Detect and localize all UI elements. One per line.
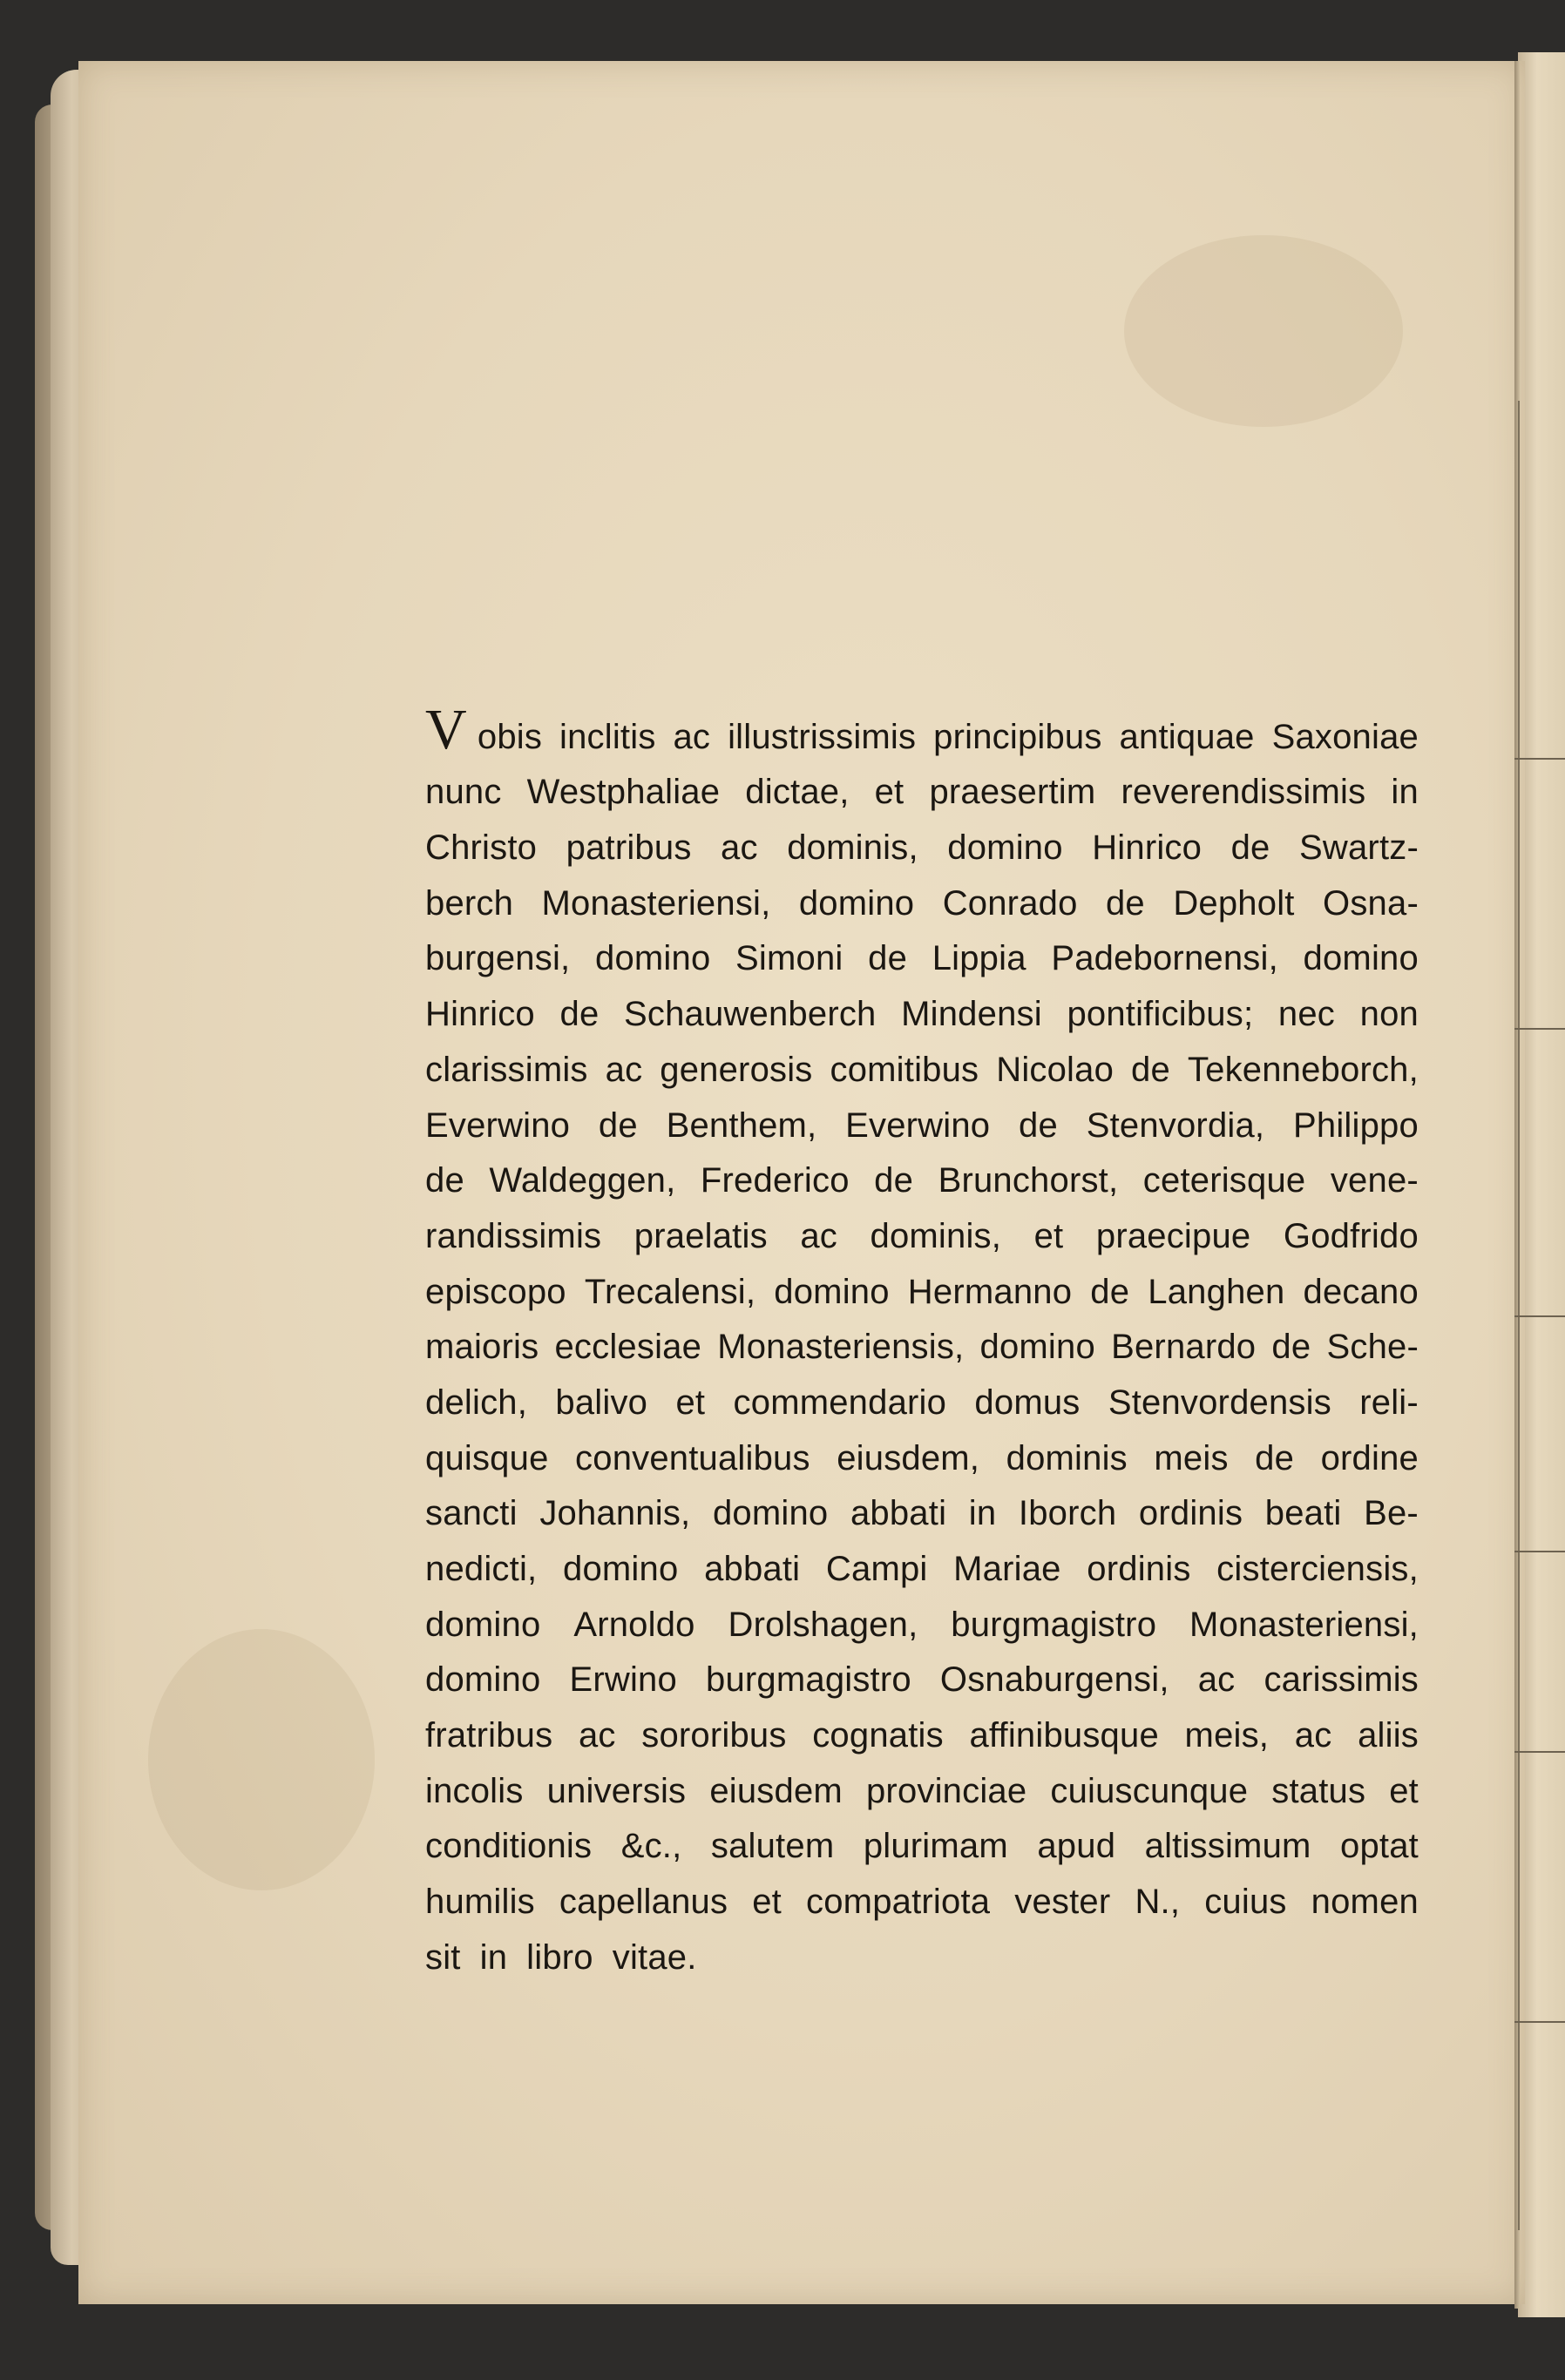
word: principibus: [933, 717, 1102, 756]
word: Simoni: [735, 939, 843, 978]
word: decano: [1303, 1272, 1419, 1311]
word: ac: [673, 717, 711, 756]
word: de: [598, 1105, 638, 1145]
word: Monasteriensi,: [541, 883, 771, 923]
text-line: [425, 923, 1419, 979]
word: pontificibus;: [1067, 995, 1254, 1034]
word: vester: [1014, 1883, 1111, 1922]
word: Be-: [1364, 1494, 1419, 1533]
word: Stenvordensis: [1108, 1383, 1331, 1422]
word: Tekenneborch,: [1187, 1050, 1419, 1089]
word: dictae,: [745, 773, 850, 812]
word: Mindensi: [901, 995, 1042, 1034]
word: humilis: [425, 1883, 535, 1922]
word: non: [1359, 995, 1419, 1034]
adjacent-page-strip: [1518, 52, 1565, 2317]
word: Campi: [825, 1550, 928, 1588]
word: N.,: [1135, 1883, 1181, 1922]
text-line: [425, 1811, 1419, 1867]
text-line: [425, 1256, 1419, 1312]
word: praesertim: [929, 773, 1096, 812]
word: praecipue: [1095, 1216, 1251, 1255]
word: domino: [798, 883, 915, 923]
word: et: [1389, 1771, 1419, 1810]
word: generosis: [660, 1050, 813, 1089]
word: Stenvordia,: [1086, 1105, 1265, 1145]
word: eiusdem: [709, 1771, 843, 1810]
word: meis,: [1184, 1716, 1270, 1755]
word: domino: [979, 1328, 1095, 1367]
word: Depholt: [1173, 883, 1295, 923]
paper-stain: [1124, 235, 1403, 427]
word: de: [1019, 1105, 1058, 1145]
word: aliis: [1358, 1716, 1419, 1755]
word: et: [675, 1383, 706, 1422]
word: Johannis,: [539, 1494, 691, 1533]
word: domino: [425, 1605, 541, 1644]
word: incolis: [425, 1771, 524, 1810]
word: in: [1391, 773, 1419, 812]
word: Vobis: [425, 697, 543, 761]
word: berch: [425, 883, 514, 923]
word: Langhen: [1148, 1272, 1285, 1311]
text-line: [425, 1866, 1419, 1922]
word: balivo: [555, 1383, 648, 1422]
word: Nicolao: [996, 1050, 1114, 1089]
word: domino: [947, 828, 1063, 868]
word: ac: [578, 1716, 616, 1755]
text-line: [425, 1367, 1419, 1423]
word: domino: [712, 1494, 829, 1533]
text-line: [425, 1312, 1419, 1368]
margin-tick: [1514, 2021, 1565, 2023]
word: Erwino: [569, 1660, 677, 1700]
word: Monasteriensi,: [1189, 1605, 1419, 1644]
text-line: [425, 1090, 1419, 1146]
word: cisterciensis,: [1216, 1550, 1419, 1588]
text-line: [425, 1755, 1419, 1811]
word: Hermanno: [907, 1272, 1073, 1311]
text-line: [425, 812, 1419, 868]
word: ordinis: [1138, 1494, 1243, 1533]
word: cognatis: [812, 1716, 944, 1755]
word: salutem: [710, 1827, 835, 1866]
word: delich,: [425, 1383, 528, 1422]
word: Benthem,: [666, 1105, 817, 1145]
word: Schauwenberch: [624, 995, 877, 1034]
word: Padebornensi,: [1051, 939, 1278, 978]
text-line: [425, 1478, 1419, 1534]
word: Monasteriensis,: [717, 1328, 965, 1367]
word: sancti: [425, 1494, 518, 1533]
word: et: [874, 773, 904, 812]
word: patribus: [566, 828, 692, 868]
word: ac: [800, 1216, 837, 1255]
margin-tick: [1514, 1315, 1565, 1317]
word: Brunchorst,: [938, 1161, 1119, 1200]
margin-tick: [1514, 1751, 1565, 1753]
word: dominis,: [870, 1216, 1002, 1255]
word: abbati: [850, 1494, 947, 1533]
word: nunc: [425, 773, 502, 812]
word: episcopo: [425, 1272, 566, 1311]
margin-tick: [1514, 1551, 1565, 1552]
word: in: [968, 1494, 997, 1533]
text-line: [425, 1034, 1419, 1090]
text-line: [425, 1700, 1419, 1755]
word: de: [1090, 1272, 1130, 1311]
word: altissimum: [1144, 1827, 1311, 1866]
word: et: [752, 1883, 782, 1922]
word: nedicti,: [425, 1550, 538, 1588]
word: eiusdem,: [837, 1438, 980, 1477]
word: ac: [605, 1050, 643, 1089]
word: optat: [1340, 1827, 1419, 1866]
word: antiquae: [1119, 717, 1255, 756]
text-line: [425, 868, 1419, 923]
word: comitibus: [830, 1050, 979, 1089]
word: domino: [563, 1550, 679, 1588]
margin-tick: [1514, 758, 1565, 760]
text-line: [425, 1589, 1419, 1645]
word: Arnoldo: [573, 1605, 695, 1644]
word: status: [1271, 1771, 1366, 1810]
word: Christo: [425, 828, 538, 868]
word: affinibusque: [969, 1716, 1159, 1755]
word: ordine: [1320, 1438, 1419, 1477]
word: apud: [1037, 1827, 1116, 1866]
word: illustrissimis: [728, 717, 917, 756]
word: universis: [546, 1771, 687, 1810]
word: plurimam: [863, 1827, 1008, 1866]
word: nec: [1277, 995, 1335, 1034]
word: Waldeggen,: [489, 1161, 676, 1200]
word: domino: [595, 939, 711, 978]
text-line: [425, 757, 1419, 813]
text-line: [425, 1423, 1419, 1478]
word: Sche-: [1326, 1328, 1419, 1367]
word: de: [1255, 1438, 1295, 1477]
word: praelatis: [633, 1216, 768, 1255]
word: fratribus: [425, 1716, 553, 1755]
word: beati: [1264, 1494, 1342, 1533]
word: ceterisque: [1142, 1161, 1306, 1200]
word: Iborch: [1018, 1494, 1117, 1533]
word: randissimis: [425, 1216, 602, 1255]
word: de: [425, 1161, 464, 1200]
word: Hinrico: [425, 995, 535, 1034]
word: abbati: [704, 1550, 801, 1588]
word: de: [1105, 883, 1145, 923]
word: clarissimis: [425, 1050, 588, 1089]
word: &c.,: [620, 1827, 682, 1866]
word: vene-: [1330, 1161, 1419, 1200]
word: de: [559, 995, 600, 1034]
word: ordinis: [1087, 1550, 1191, 1588]
word: de: [868, 939, 908, 978]
text-line: [425, 697, 1419, 761]
word: in: [479, 1937, 508, 1977]
text-line: [425, 978, 1419, 1034]
paper-stain: [148, 1629, 375, 1890]
word: ac: [1294, 1716, 1332, 1755]
text-line: [425, 1533, 1419, 1589]
word: Conrado: [942, 883, 1078, 923]
word: domino: [1303, 939, 1419, 978]
word: Swartz-: [1299, 828, 1419, 868]
word: Philippo: [1293, 1105, 1419, 1145]
word: reli-: [1359, 1383, 1419, 1422]
word: Everwino: [845, 1105, 991, 1145]
word: nomen: [1311, 1883, 1419, 1922]
word: libro: [526, 1937, 593, 1977]
word: dominis,: [787, 828, 918, 868]
text-line: [425, 1922, 1419, 1978]
word: conditionis: [425, 1827, 593, 1866]
word: Lippia: [932, 939, 1026, 978]
word: Godfrido: [1283, 1216, 1419, 1255]
word: reverendissimis: [1121, 773, 1366, 812]
text-line: [425, 1146, 1419, 1201]
word: sororibus: [641, 1716, 787, 1755]
word: inclitis: [559, 717, 656, 756]
word: commendario: [733, 1383, 947, 1422]
word: de: [1230, 828, 1270, 868]
word: capellanus: [559, 1883, 728, 1922]
word: Frederico: [700, 1161, 850, 1200]
word: ecclesiae: [554, 1328, 702, 1367]
word: Hinrico: [1092, 828, 1203, 868]
drop-capital: V: [425, 697, 467, 761]
word: de: [1271, 1328, 1311, 1367]
word: Saxoniae: [1271, 717, 1419, 756]
word: maioris: [425, 1328, 539, 1367]
dedication-text: [425, 697, 1419, 1978]
word: cuiuscunque: [1050, 1771, 1249, 1810]
word: domino: [774, 1272, 890, 1311]
text-line: [425, 1200, 1419, 1256]
word: ac: [721, 828, 758, 868]
word: burgensi,: [425, 939, 571, 978]
word: vitae.: [612, 1937, 697, 1977]
word: domino: [425, 1660, 541, 1700]
word: Trecalensi,: [584, 1272, 756, 1311]
word: carissimis: [1264, 1660, 1419, 1700]
word: Osna-: [1323, 883, 1419, 923]
word: burgmagistro: [706, 1660, 911, 1700]
word: de: [1131, 1050, 1170, 1089]
word: Drolshagen,: [728, 1605, 918, 1644]
margin-tick: [1514, 1028, 1565, 1030]
text-line: [425, 1645, 1419, 1700]
word: conventualibus: [575, 1438, 810, 1477]
word: domus: [974, 1383, 1081, 1422]
word: meis: [1154, 1438, 1229, 1477]
word: sit: [425, 1937, 461, 1977]
word: Mariae: [953, 1550, 1061, 1588]
word: de: [874, 1161, 914, 1200]
word: Bernardo: [1111, 1328, 1257, 1367]
word: provinciae: [865, 1771, 1027, 1810]
word: compatriota: [806, 1883, 991, 1922]
word: cuius: [1204, 1883, 1287, 1922]
word: Westphaliae: [526, 773, 721, 812]
word: burgmagistro: [951, 1605, 1157, 1644]
word: quisque: [425, 1438, 549, 1477]
word: dominis: [1006, 1438, 1128, 1477]
word: Osnaburgensi,: [939, 1660, 1169, 1700]
word: Everwino: [425, 1105, 571, 1145]
word: ac: [1197, 1660, 1236, 1700]
word: et: [1033, 1216, 1064, 1255]
